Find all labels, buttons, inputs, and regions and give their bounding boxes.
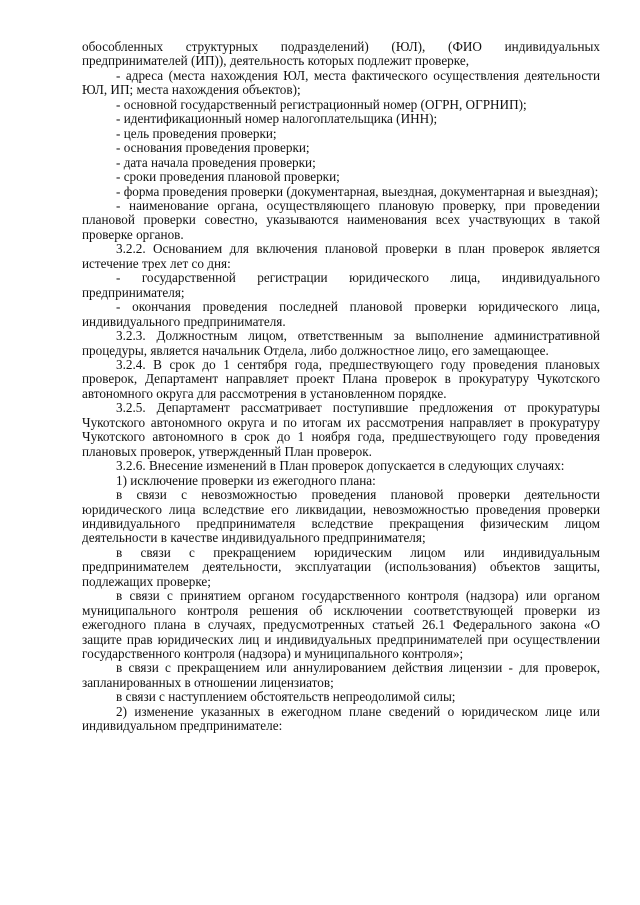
paragraph-item-purpose: - цель проведения проверки; xyxy=(116,125,277,141)
paragraph-case-2: 2) изменение указанных в ежегодном плане сведений о юридическом лице или индивидуальном предпринимателе: xyxy=(82,703,600,734)
paragraph-case-exclusion-decision: в связи с принятием органом государственного контроля (надзора) или органом муниципального контроля решения об исключении соответствующей проверки из ежегодного плана в случаях, предусмотренных статьей 26.1 Федерального закона «О защите прав юридических лиц и индивидуальных предпринимателей при осуществлении государственного контроля (надзора) и муниципального контроля»; xyxy=(82,588,600,662)
paragraph-section-3-2-5: 3.2.5. Департамент рассматривает поступившие предложения от прокуратуры Чукотского автономного округа и по итогам их рассмотрения направляет в прокуратуру Чукотского автономного в срок до 1 ноября года, предшествующего году проведения плановых проверок, утвержденный План проверок. xyxy=(82,400,600,459)
document-page xyxy=(82,40,600,734)
paragraph-item-start-date: - дата начала проведения проверки; xyxy=(116,154,316,170)
paragraph-item-authority: - наименование органа, осуществляющего плановую проверку, при проведении плановой проверки совестно, указываются наименования всех участвующих в такой проверке органов. xyxy=(82,197,600,242)
paragraph-case-force-majeure: в связи с наступлением обстоятельств непреодолимой силы; xyxy=(116,689,456,705)
paragraph-section-3-2-4: 3.2.4. В срок до 1 сентября года, предшествующего году проведения плановых проверок, Департамент направляет проект Плана проверок в прокуратуру Чукотского автономного округа для рассмотрения в установленном порядке. xyxy=(82,356,600,401)
paragraph-section-3-2-3: 3.2.3. Должностным лицом, ответственным за выполнение административной процедуры, является начальник Отдела, либо должностное лицо, его замещающее. xyxy=(82,328,600,358)
paragraph-case-liquidation: в связи с невозможностью проведения плановой проверки деятельности юридического лица вследствие его ликвидации, невозможностью проведения проверки индивидуального предпринимателя вследствие прекращения физическим лицом деятельности в качестве индивидуального предпринимателя; xyxy=(82,487,600,546)
paragraph-section-3-2-6: 3.2.6. Внесение изменений в План проверок допускается в следующих случаях: xyxy=(116,458,565,474)
paragraph-item-addresses: - адреса (места нахождения ЮЛ, места фактического осуществления деятельности ЮЛ, ИП; места нахождения объектов); xyxy=(82,67,600,98)
paragraph-item-grounds: - основания проведения проверки; xyxy=(116,140,310,156)
paragraph-item-terms: - сроки проведения плановой проверки; xyxy=(116,169,340,185)
paragraph-item-registration: - государственной регистрации юридического лица, индивидуального предпринимателя; xyxy=(82,270,600,300)
paragraph-case-1: 1) исключение проверки из ежегодного плана: xyxy=(116,472,376,488)
paragraph-item-last-inspection: - окончания проведения последней плановой проверки юридического лица, индивидуального предпринимателя. xyxy=(82,299,600,329)
paragraph-case-license: в связи с прекращением или аннулированием действия лицензии - для проверок, запланированных в отношении лицензиатов; xyxy=(82,660,600,690)
paragraph-continuation-subdivisions: обособленных структурных подразделений) (ЮЛ), (ФИО индивидуальных предпринимателей (ИП)), деятельность которых подлежит проверке, xyxy=(82,39,600,69)
paragraph-item-inn: - идентификационный номер налогоплательщика (ИНН); xyxy=(116,111,438,127)
paragraph-case-termination: в связи с прекращением юридическим лицом или индивидуальным предпринимателем деятельности, эксплуатации (использования) объектов защиты, подлежащих проверке; xyxy=(82,544,600,589)
paragraph-item-form: - форма проведения проверки (документарная, выездная, документарная и выездная); xyxy=(116,183,599,199)
paragraph-item-ogrn: - основной государственный регистрационный номер (ОГРН, ОГРНИП); xyxy=(116,96,527,112)
paragraph-section-3-2-2: 3.2.2. Основанием для включения плановой проверки в план проверок является истечение трех лет со дня: xyxy=(82,241,600,271)
